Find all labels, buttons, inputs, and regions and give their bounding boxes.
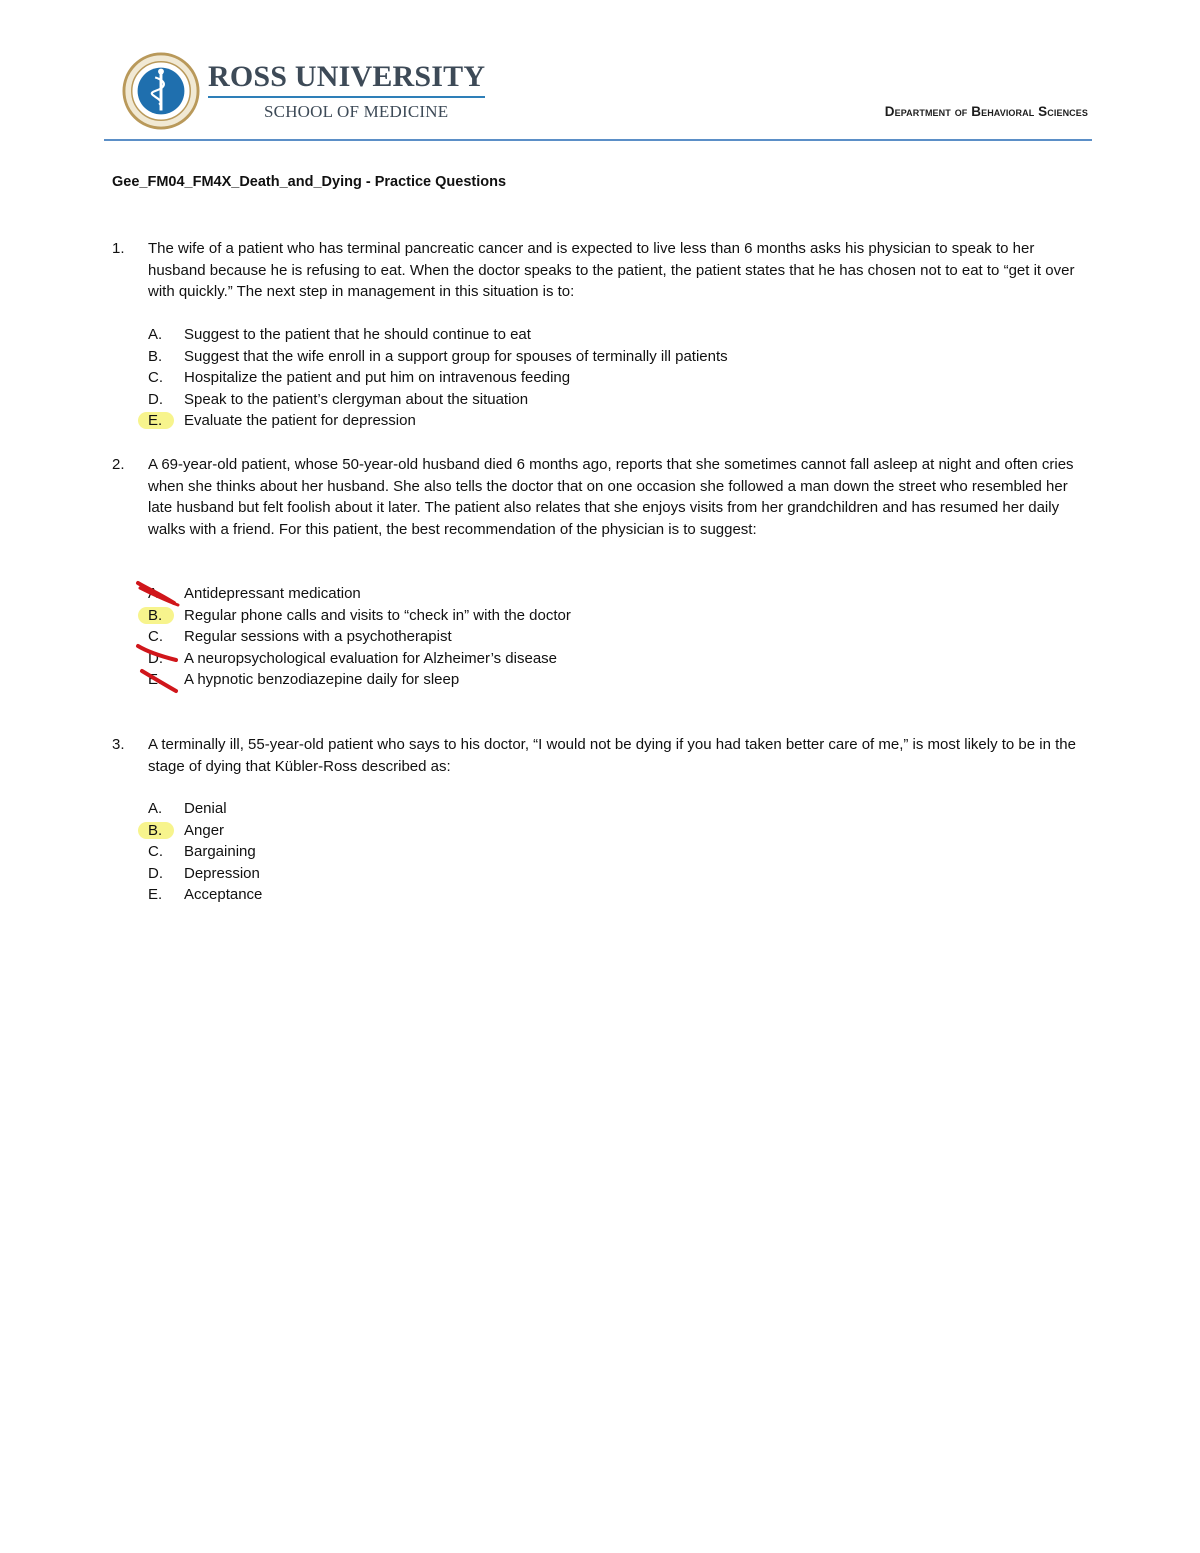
answer-options [148, 798, 1048, 906]
option-b[interactable] [148, 605, 1048, 627]
header-rule [104, 139, 1092, 141]
option-b[interactable] [148, 346, 1048, 368]
question-stem: The wife of a patient who has terminal pancreatic cancer and is expected to live less than 6 months asks his physician to speak to her husband because he is refusing to eat. When the doctor speaks to the patient, the patient states that he has chosen not to eat to “get it over with quickly.” The next step in management in this situation is to: [148, 240, 1075, 301]
option-text: Anger [184, 821, 225, 839]
option-text: Bargaining [184, 843, 256, 861]
option-c[interactable] [148, 367, 1048, 389]
option-letter: C. [148, 369, 163, 387]
option-letter: E. [148, 671, 163, 689]
university-name: ROSS UNIVERSITY [208, 60, 485, 98]
option-letter: A. [148, 585, 163, 602]
question-2 [112, 454, 1087, 689]
option-text: Suggest that the wife enroll in a support group for spouses of terminally ill patients [184, 347, 728, 365]
option-letter: B. [148, 347, 163, 365]
option-d[interactable] [148, 389, 1048, 411]
option-letter: E. [148, 886, 163, 904]
option-text: Denial [184, 800, 227, 817]
question-number: 1. [112, 240, 125, 257]
option-d[interactable] [148, 863, 1048, 885]
option-text: Suggest to the patient that he should continue to eat [184, 326, 531, 343]
option-d[interactable] [148, 648, 1048, 670]
university-seal-icon [122, 52, 200, 130]
option-text: Hospitalize the patient and put him on intravenous feeding [184, 369, 571, 387]
option-letter: A. [148, 800, 163, 817]
option-text: Depression [184, 864, 260, 882]
option-text: Regular phone calls and visits to “check in” with the doctor [184, 606, 571, 624]
option-letter: C. [148, 628, 163, 646]
university-wordmark [208, 60, 485, 123]
answer-options [148, 583, 1048, 691]
option-letter: D. [148, 649, 163, 667]
letterhead [104, 48, 1092, 143]
option-e[interactable] [148, 410, 1048, 432]
question-3 [112, 734, 1087, 904]
option-letter: B. [148, 821, 163, 839]
question-stem: A 69-year-old patient, whose 50-year-old husband died 6 months ago, reports that she sometimes cannot fall asleep at night and often cries when she thinks about her husband. She also tells the doctor that on one occasion she followed a man down the street who resembled her late husband but felt foolish about it later. The patient also relates that she enjoys visits from her grandchildren and has resumed her daily walks with a friend. For this patient, the best recommendation of the physician is to suggest: [148, 456, 1074, 538]
option-text: A neuropsychological evaluation for Alzheimer’s disease [184, 649, 558, 667]
option-c[interactable] [148, 626, 1048, 648]
option-text: Regular sessions with a psychotherapist [184, 628, 452, 646]
option-text: Evaluate the patient for depression [184, 412, 416, 430]
option-a[interactable] [148, 324, 1048, 346]
option-e[interactable] [148, 884, 1048, 906]
option-letter: E. [148, 412, 163, 430]
option-letter: D. [148, 390, 163, 408]
option-b[interactable] [148, 820, 1048, 842]
question-1 [112, 238, 1087, 430]
question-number: 2. [112, 456, 125, 473]
option-letter: D. [148, 864, 163, 882]
document-title: Gee_FM04_FM4X_Death_and_Dying - Practice Questions [112, 174, 507, 190]
option-letter: C. [148, 843, 163, 861]
option-c[interactable] [148, 841, 1048, 863]
option-a[interactable] [148, 583, 1048, 605]
school-name: SCHOOL OF MEDICINE [264, 102, 449, 121]
option-letter: B. [148, 606, 163, 624]
answer-options [148, 324, 1048, 432]
question-number: 3. [112, 736, 125, 753]
option-text: Acceptance [184, 886, 263, 904]
option-text: Antidepressant medication [184, 585, 361, 602]
option-text: A hypnotic benzodiazepine daily for sleep [184, 671, 460, 689]
option-a[interactable] [148, 798, 1048, 820]
option-e[interactable] [148, 669, 1048, 691]
option-letter: A. [148, 326, 163, 343]
department-name: Department of Behavioral Sciences [884, 104, 1088, 119]
question-stem: A terminally ill, 55-year-old patient who says to his doctor, “I would not be dying if you had taken better care of me,” is most likely to be in the stage of dying that Kübler-Ross described as: [148, 736, 1076, 775]
option-text: Speak to the patient’s clergyman about the situation [184, 390, 529, 408]
